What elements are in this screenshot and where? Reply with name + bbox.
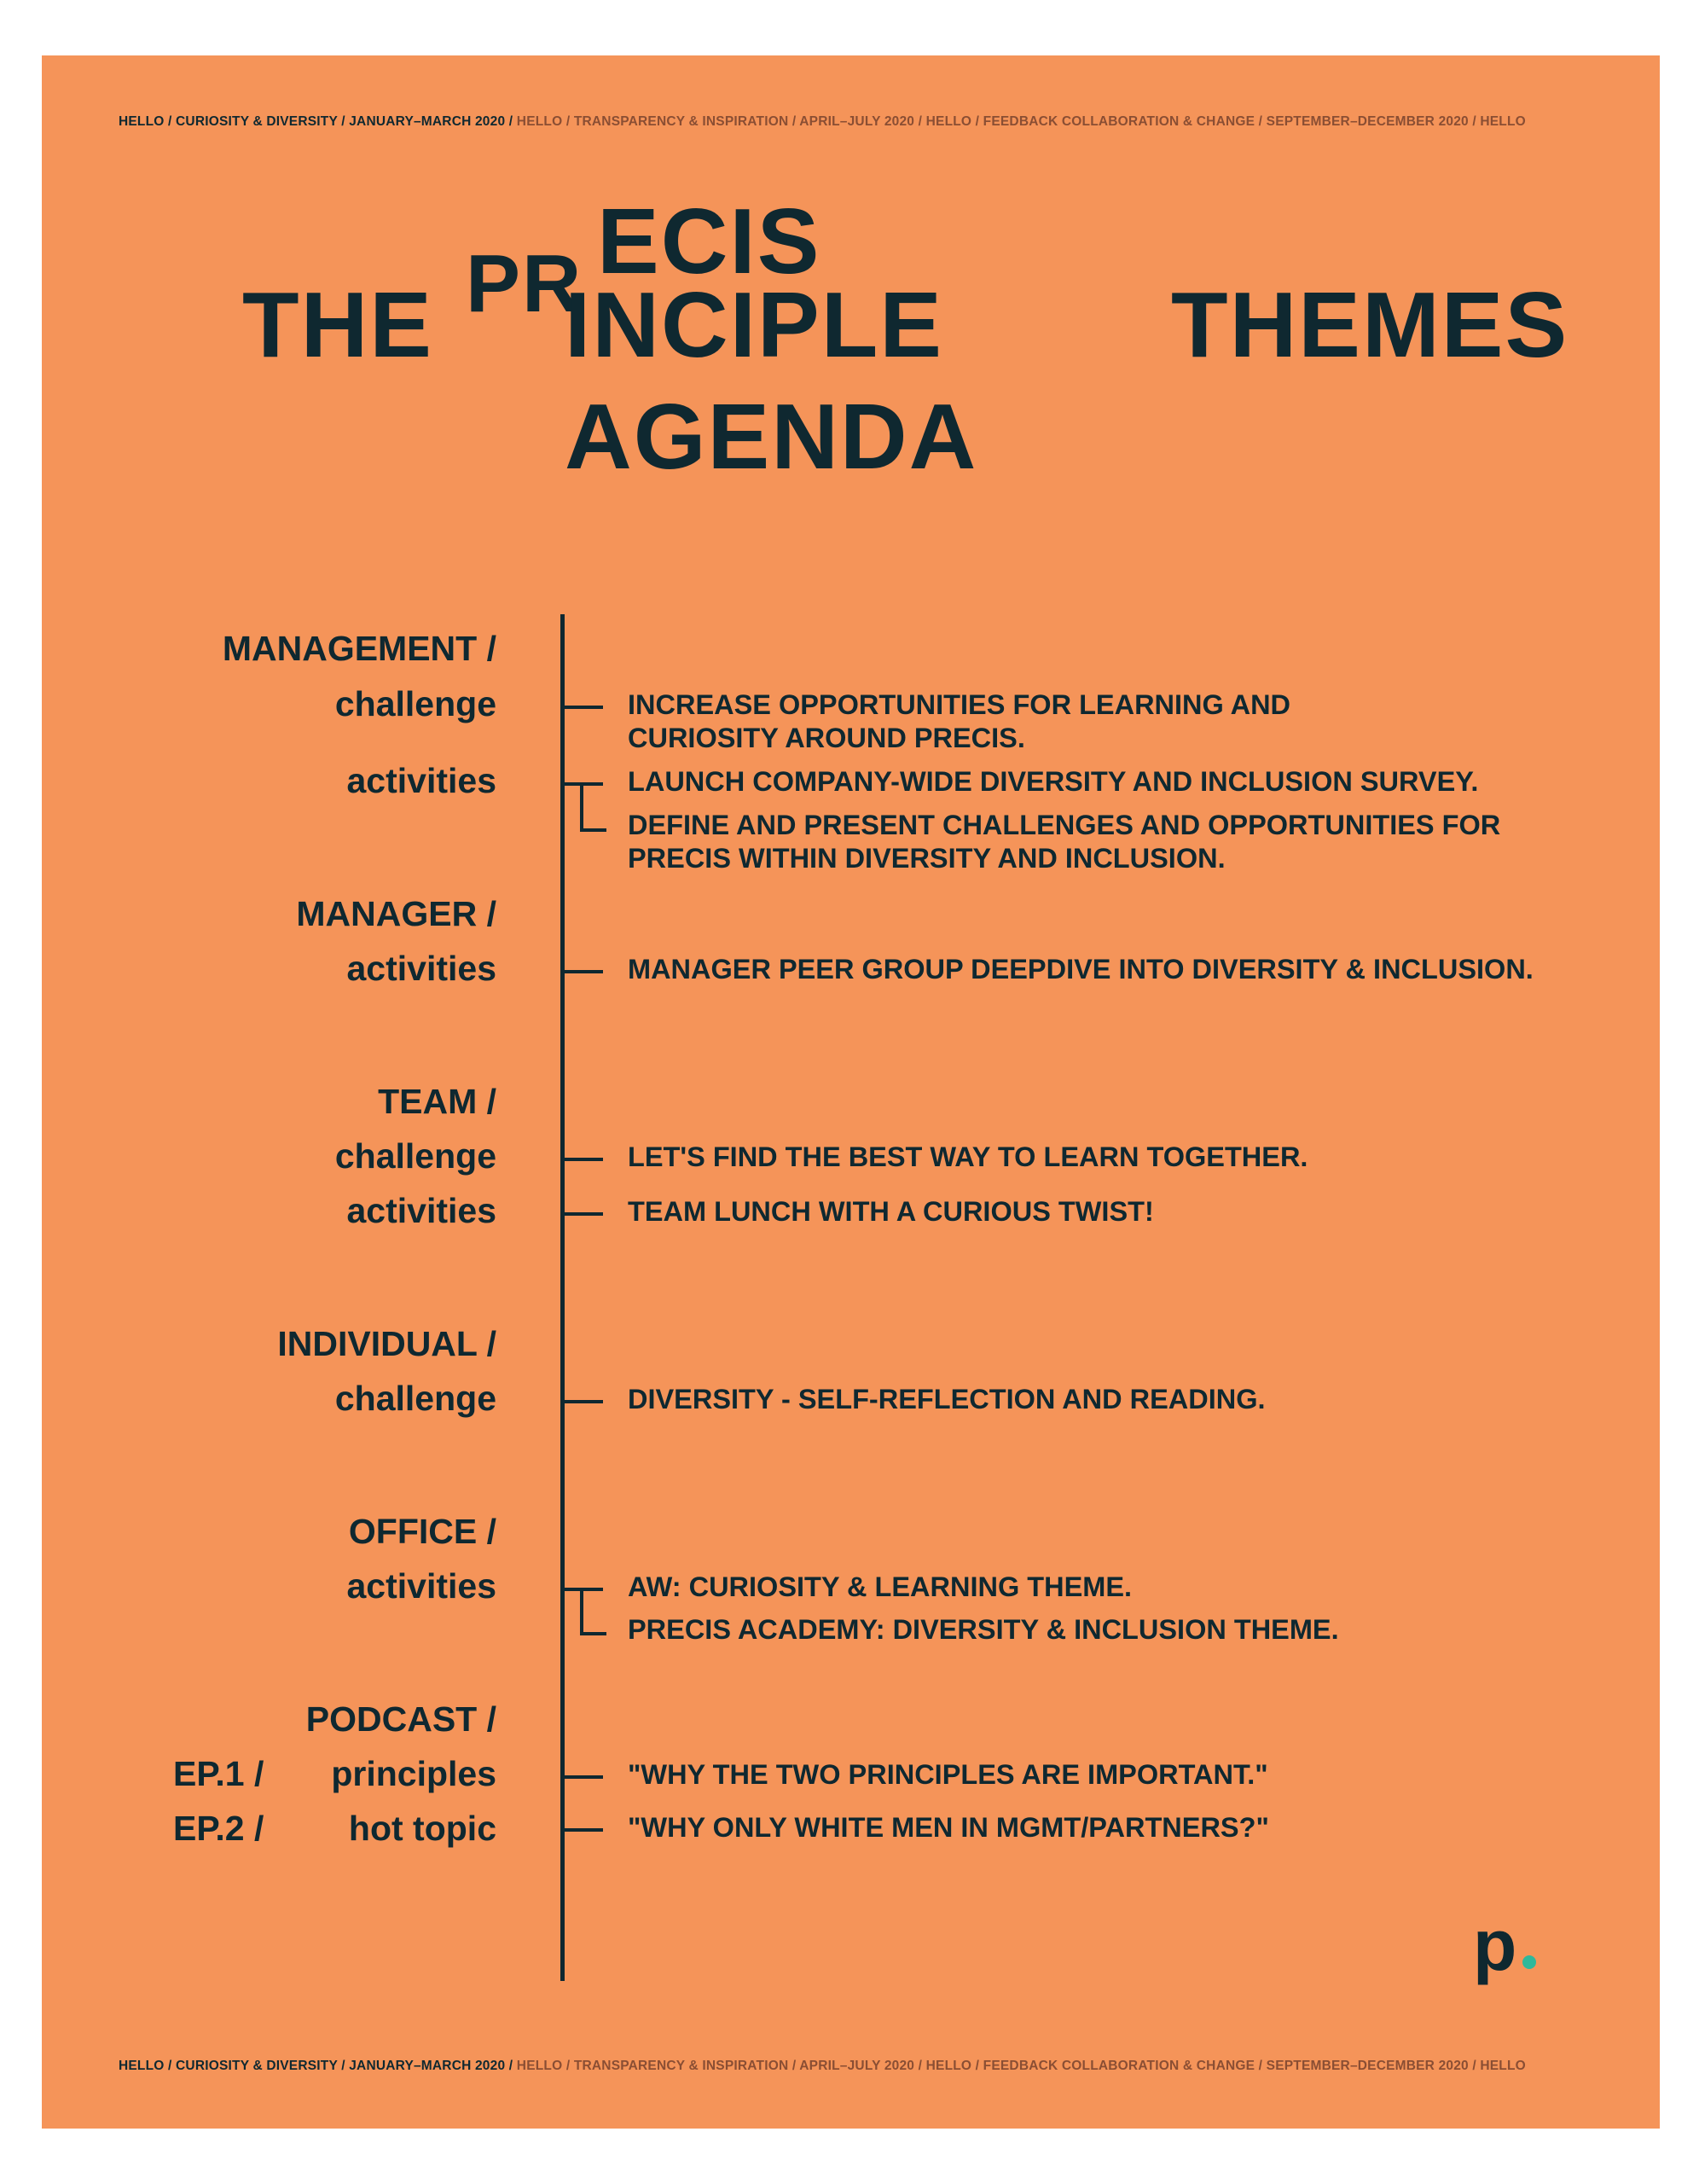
management-challenge-item: INCREASE OPPORTUNITIES FOR LEARNING AND CURIOSITY AROUND PRECIS. — [628, 689, 1291, 753]
office-activity-2: PRECIS ACADEMY: DIVERSITY & INCLUSION THEME. — [628, 1614, 1339, 1645]
tick — [565, 706, 603, 709]
manager-activity-1: MANAGER PEER GROUP DEEPDIVE INTO DIVERSITY & INCLUSION. — [628, 954, 1534, 985]
label-podcast-ep2: hot topic — [348, 1809, 496, 1848]
podcast-ep1-item: "WHY THE TWO PRINCIPLES ARE IMPORTANT." — [628, 1759, 1268, 1790]
logo-letter: p — [1473, 1915, 1517, 1985]
office-activity-1: AW: CURIOSITY & LEARNING THEME. — [628, 1571, 1133, 1602]
bottom-ticker — [119, 2059, 1586, 2074]
label-podcast-ep1: principles — [331, 1754, 496, 1793]
title-inciple: INCIPLE — [565, 273, 943, 377]
label-team-challenge: challenge — [334, 1136, 496, 1176]
ticker-current: HELLO / CURIOSITY & DIVERSITY / JANUARY–MARCH 2020 / — [119, 114, 513, 129]
podcast-ep2-number: EP.2 / — [173, 1809, 264, 1848]
tick — [565, 1828, 603, 1832]
label-management-challenge: challenge — [334, 684, 496, 723]
label-manager-activities: activities — [346, 949, 496, 988]
management-activity-2: DEFINE AND PRESENT CHALLENGES AND OPPORTUNITIES FOR PRECIS WITHIN DIVERSITY AND INCLUSION. — [628, 810, 1501, 874]
label-individual-challenge: challenge — [334, 1379, 496, 1418]
section-heading-team: TEAM / — [378, 1082, 496, 1121]
precis-logo — [1473, 1915, 1567, 1992]
individual-challenge-item: DIVERSITY - SELF-REFLECTION AND READING. — [628, 1384, 1266, 1414]
bracket-connector — [580, 1589, 606, 1635]
top-ticker — [119, 114, 1586, 130]
team-activity-1: TEAM LUNCH WITH A CURIOUS TWIST! — [628, 1196, 1154, 1227]
title-agenda: AGENDA — [565, 385, 978, 489]
label-office-activities: activities — [346, 1566, 496, 1606]
ticker-upcoming: HELLO / TRANSPARENCY & INSPIRATION / APRIL–JULY 2020 / HELLO / FEEDBACK COLLABORATION & CHANGE / SEPTEMBER–DECEMBER 2020 / HELLO — [513, 114, 1526, 129]
section-heading-management: MANAGEMENT / — [222, 629, 496, 668]
management-activity-1: LAUNCH COMPANY-WIDE DIVERSITY AND INCLUSION SURVEY. — [628, 766, 1479, 797]
tick — [565, 970, 603, 973]
logo-dot — [1522, 1955, 1536, 1969]
bracket-connector — [580, 784, 606, 832]
tick — [565, 1775, 603, 1779]
team-challenge-item: LET'S FIND THE BEST WAY TO LEARN TOGETHER. — [628, 1141, 1308, 1172]
title-ecis: ECIS — [597, 189, 821, 293]
tick — [565, 1212, 603, 1216]
podcast-ep2-item: "WHY ONLY WHITE MEN IN MGMT/PARTNERS?" — [628, 1812, 1269, 1843]
section-heading-manager: MANAGER / — [296, 894, 496, 933]
ticker-current: HELLO / CURIOSITY & DIVERSITY / JANUARY–MARCH 2020 / — [119, 2059, 513, 2073]
section-heading-podcast: PODCAST / — [305, 1699, 496, 1739]
tick — [565, 1400, 603, 1403]
section-heading-office: OFFICE / — [348, 1512, 496, 1551]
podcast-ep1-number: EP.1 / — [173, 1754, 264, 1793]
label-management-activities: activities — [346, 761, 496, 800]
section-heading-individual: INDIVIDUAL / — [277, 1324, 496, 1363]
ticker-upcoming: HELLO / TRANSPARENCY & INSPIRATION / APRIL–JULY 2020 / HELLO / FEEDBACK COLLABORATION & CHANGE / SEPTEMBER–DECEMBER 2020 / HELLO — [513, 2059, 1526, 2073]
label-team-activities: activities — [346, 1191, 496, 1230]
tick — [565, 1158, 603, 1161]
title-pr: PR — [466, 238, 583, 329]
title-themes: THEMES — [1171, 273, 1569, 377]
title-the: THE — [242, 273, 433, 377]
